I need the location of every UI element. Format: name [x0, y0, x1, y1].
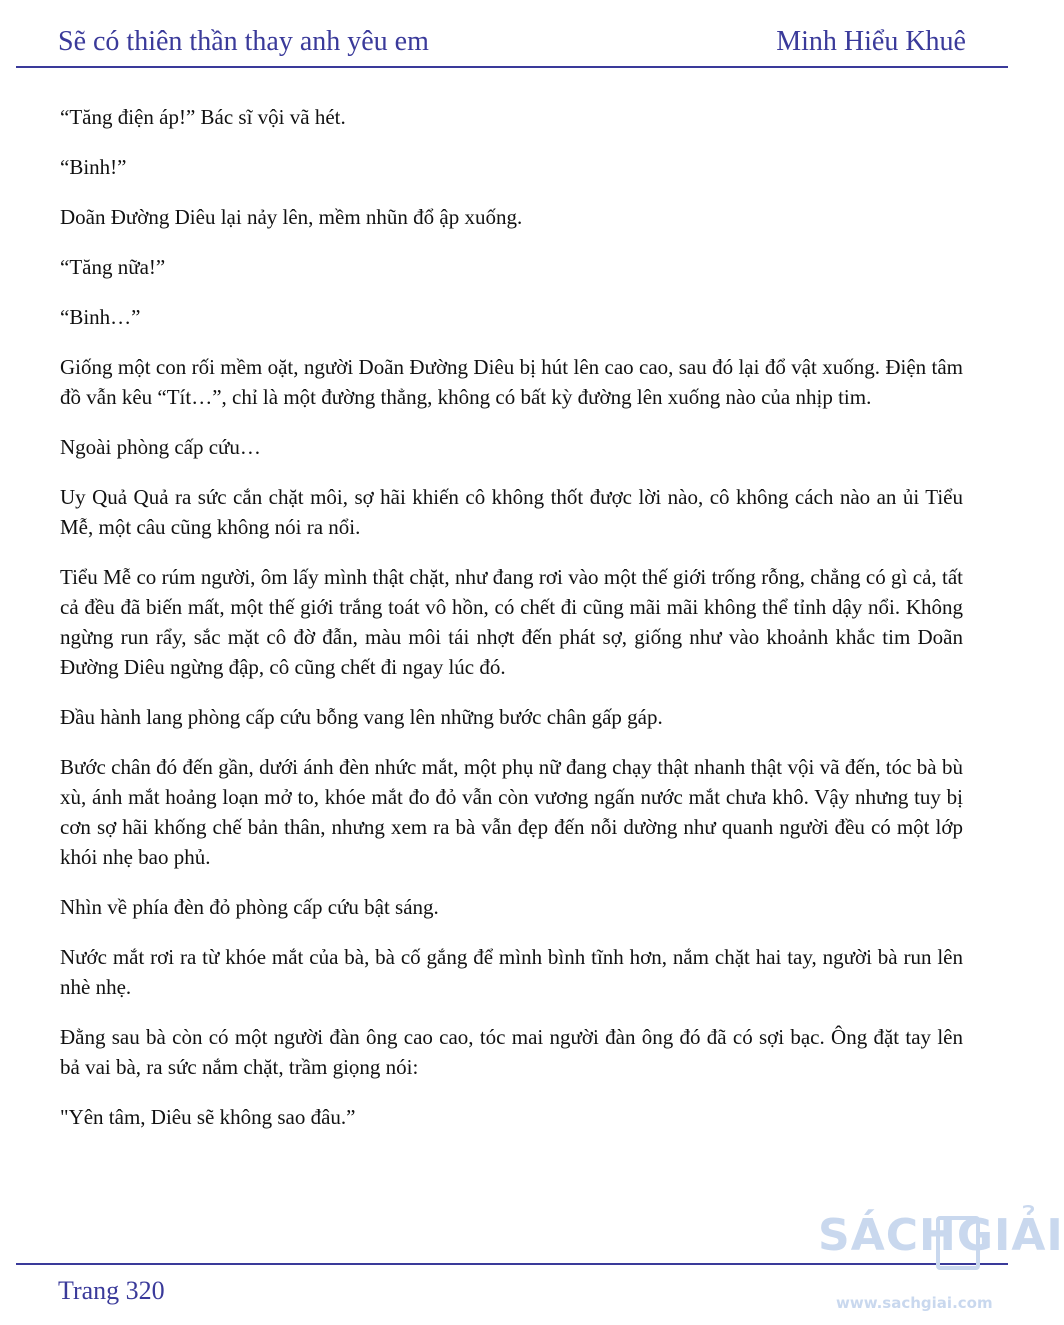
watermark — [818, 1210, 1064, 1320]
page-number: Trang 320 — [58, 1276, 165, 1305]
paragraph: Nhìn về phía đèn đỏ phòng cấp cứu bật sáng. — [60, 895, 439, 919]
paragraph: Doãn Đường Diêu lại nảy lên, mềm nhũn đổ ập xuống. — [60, 205, 523, 229]
book-title: Sẽ có thiên thần thay anh yêu em — [58, 26, 429, 57]
paragraph: “Tăng nữa!” — [60, 255, 166, 279]
paragraph: Bước chân đó đến gần, dưới ánh đèn nhức mắt, một phụ nữ đang chạy thật nhanh thật vội vã đến, tóc bà bù xù, ánh mắt hoảng loạn mở to, khóe mắt đo đỏ vẫn còn vương ngấn nước mắt chưa khô. Vậy nhưng tuy bị cơn sợ hãi khống chế bản thân, nhưng xem ra bà vẫn đẹp đến nỗi dường như quanh người đều có một lớp khói nhẹ bao phủ. — [60, 755, 963, 869]
paragraph: Đầu hành lang phòng cấp cứu bỗng vang lên những bước chân gấp gáp. — [60, 705, 663, 729]
paragraph: “Binh…” — [60, 305, 141, 329]
author-name: Minh Hiểu Khuê — [776, 26, 966, 57]
page-header — [16, 22, 1008, 68]
watermark-logo: SÁCHGIẢI — [818, 1210, 1064, 1261]
paragraph: Nước mắt rơi ra từ khóe mắt của bà, bà cố gắng để mình bình tĩnh hơn, nắm chặt hai tay, người bà run lên nhè nhẹ. — [60, 945, 963, 999]
page-body — [60, 102, 963, 1152]
watermark-url: www.sachgiai.com — [836, 1294, 993, 1312]
paragraph: Uy Quả Quả ra sức cắn chặt môi, sợ hãi khiến cô không thốt được lời nào, cô không cách nào an ủi Tiểu Mễ, một câu cũng không nói ra nổi. — [60, 485, 963, 539]
paragraph: "Yên tâm, Diêu sẽ không sao đâu.” — [60, 1105, 356, 1129]
paragraph: Ngoài phòng cấp cứu… — [60, 435, 261, 459]
paragraph: Tiểu Mễ co rúm người, ôm lấy mình thật chặt, như đang rơi vào một thế giới trống rỗng, chẳng có gì cả, tất cả đều đã biến mất, một thế giới trắng toát vô hồn, có chết đi cũng mãi mãi không thể tỉnh dậy nổi. Không ngừng run rẩy, sắc mặt cô đờ đẫn, màu môi tái nhợt đến phát sợ, giống như vào khoảnh khắc tim Doãn Đường Diêu ngừng đập, cô cũng chết đi ngay lúc đó. — [60, 565, 963, 679]
paragraph: “Binh!” — [60, 155, 127, 179]
paragraph: Giống một con rối mềm oặt, người Doãn Đường Diêu bị hút lên cao cao, sau đó lại đổ vật xuống. Điện tâm đồ vẫn kêu “Tít…”, chỉ là một đường thẳng, không có bất kỳ đường lên xuống nào của nhịp tim. — [60, 355, 963, 409]
paragraph: “Tăng điện áp!” Bác sĩ vội vã hét. — [60, 105, 346, 129]
paragraph: Đằng sau bà còn có một người đàn ông cao cao, tóc mai người đàn ông đó đã có sợi bạc. Ông đặt tay lên bả vai bà, ra sức nắm chặt, trầm giọng nói: — [60, 1025, 963, 1079]
